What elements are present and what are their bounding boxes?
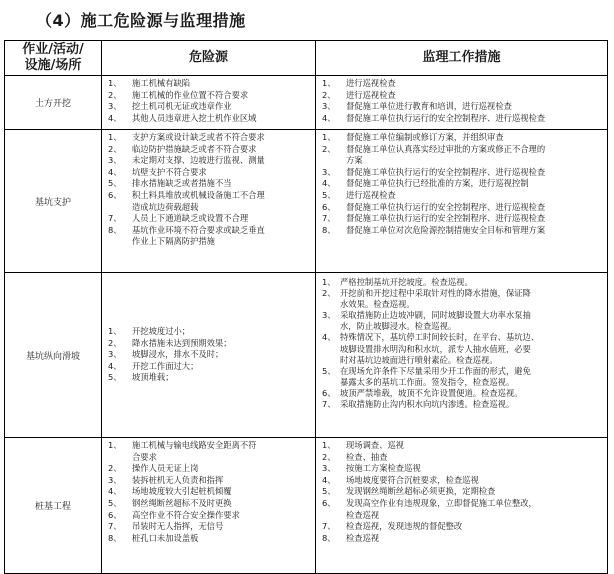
list-item (106, 361, 312, 373)
list-item (106, 486, 312, 498)
item-text: 场地坡度较大引起桩机倾覆 (132, 486, 232, 497)
item-text: 督促施工单位进行教育和培训，进行巡视检查 (346, 101, 512, 112)
list-item (320, 533, 604, 545)
item-number: 1、 (108, 132, 122, 142)
list-item (320, 399, 604, 410)
list-item (106, 132, 312, 144)
list-item (320, 144, 604, 156)
list-item (106, 498, 312, 510)
list-item (320, 155, 604, 167)
item-text: 督促施工单位执行已经批准的方案，进行巡视控制 (346, 178, 529, 189)
hazard-cell (102, 438, 316, 574)
item-text: 在现场允许条件下尽量采用少开工作面的形式，避免 (340, 365, 531, 376)
list-item (106, 202, 312, 214)
list-item (320, 225, 604, 237)
item-number: 3、 (322, 101, 336, 112)
item-number: 5、 (108, 497, 122, 508)
item-text: 进行巡视检查 (346, 189, 396, 200)
item-text: 坡脚浸水，排水不及时； (132, 349, 224, 360)
list-item (320, 355, 604, 366)
activity-cell: 基坑支护 (5, 130, 102, 273)
item-number: 6、 (108, 189, 122, 200)
item-text: 水效果。检查巡视。 (340, 299, 415, 310)
item-number: 7、 (322, 213, 336, 224)
item-number: 4、 (322, 112, 336, 123)
list-item (320, 310, 604, 321)
hazard-cell (102, 130, 316, 273)
item-number: 4、 (108, 486, 122, 497)
list-item (320, 377, 604, 388)
header-activity-line: 设施/场所 (24, 58, 82, 73)
list-item (320, 321, 604, 332)
list-item (320, 332, 604, 343)
item-number: 3、 (108, 101, 122, 112)
list-item (320, 178, 604, 190)
list-item (320, 202, 604, 214)
section-title: （4）施工危险源与监理措施 (36, 11, 246, 30)
item-number: 1、 (322, 78, 336, 88)
measure-cell (316, 438, 608, 574)
item-text: 特殊情况下，基坑停工时间较长时，在平台、基坑边、 (340, 332, 540, 343)
item-number: 4、 (108, 360, 122, 371)
item-text: 临边防护措施缺乏或者不符合要求 (132, 143, 257, 154)
item-number: 8、 (322, 224, 336, 235)
list-item (106, 190, 312, 202)
item-number: 2、 (108, 463, 122, 474)
list-item (320, 452, 604, 464)
item-number: 6、 (322, 497, 336, 508)
item-text: 施工机械的作业位置不符合要求 (132, 89, 249, 100)
item-text: 严格控制基坑开挖坡度。检查巡视。 (340, 277, 473, 287)
item-number: 2、 (108, 143, 122, 154)
list-item (106, 521, 312, 533)
item-text: 采取措施防止边坡冲刷，同时坡脚设置大功率水泵抽 (340, 310, 531, 321)
list-item (320, 463, 604, 475)
item-text: 方案 (346, 155, 363, 166)
item-number: 2、 (322, 288, 336, 299)
list-item (106, 113, 312, 125)
item-text: 施工机械与输电线路安全距离不符 (132, 440, 257, 450)
item-text: 排水措施缺乏或者措施不当 (132, 178, 232, 189)
item-text: 积土料具堆放或机械设备施工不合理 (132, 189, 265, 200)
item-number: 4、 (108, 166, 122, 177)
item-text: 督促施工单位执行运行的安全控制程序、进行巡视检查 (346, 213, 546, 224)
item-number: 3、 (322, 463, 336, 474)
item-number: 2、 (322, 89, 336, 100)
item-text: 作业上下隔离防护措施 (132, 236, 215, 247)
item-text: 支护方案或设计缺乏或者不符合要求 (132, 132, 265, 142)
table-row (5, 438, 608, 574)
list-item (106, 78, 312, 90)
item-text: 降水措施未达到预期效果； (132, 337, 232, 348)
item-text: 未定期对支撑、边坡进行监视、测量 (132, 155, 265, 166)
list-item (106, 90, 312, 102)
measure-cell (316, 130, 608, 273)
item-number: 4、 (108, 112, 122, 123)
activity-cell: 桩基工程 (5, 438, 102, 574)
item-text: 坡脚设置排水明沟和积水坑，派专人抽水值班，必要 (340, 343, 531, 354)
item-number: 4、 (322, 474, 336, 485)
list-item (106, 225, 312, 237)
hazard-cell (102, 76, 316, 130)
item-text: 钢丝绳断丝超标不及时更换 (132, 497, 232, 508)
list-item (106, 452, 312, 464)
item-number: 8、 (108, 532, 122, 543)
item-text: 发现高空作业有违规现象，立即督促施工单位整改， (346, 497, 537, 508)
list-item (106, 167, 312, 179)
item-text: 检查巡视，发现违规的督促整改 (346, 521, 463, 532)
list-item (320, 277, 604, 288)
item-number: 5、 (108, 372, 122, 383)
list-item (106, 349, 312, 361)
item-text: 开挖前和开挖过程中采取针对性的降水措施，保证降 (340, 288, 531, 299)
list-item (320, 440, 604, 452)
list-item (106, 372, 312, 384)
list-item (320, 344, 604, 355)
item-text: 场地坡度要符合沉桩要求，检查巡视 (346, 474, 479, 485)
list-item (106, 144, 312, 156)
list-item (106, 236, 312, 248)
item-text: 吊装时无人指挥，无信号 (132, 521, 224, 532)
item-number: 2、 (322, 451, 336, 462)
item-text: 施工机械有缺陷 (132, 78, 191, 88)
item-text: 进行巡视检查 (346, 89, 396, 100)
list-item (320, 113, 604, 125)
item-number: 1、 (322, 440, 336, 450)
list-item (106, 440, 312, 452)
item-text: 督促施工单位执行运行的安全控制程序、进行巡视检查 (346, 166, 546, 177)
item-number: 1、 (322, 277, 336, 287)
item-text: 时对基坑边坡面进行喷射素砼。检查巡视。 (340, 354, 498, 365)
list-item (320, 213, 604, 225)
list-item (320, 190, 604, 202)
item-text: 检查巡视 (346, 532, 380, 543)
item-text: 暴露太多的基坑工作面。签发指令，检查巡视。 (340, 376, 515, 387)
header-activity-line: 作业/活动/ (22, 42, 84, 57)
item-number: 1、 (322, 132, 336, 142)
item-text: 其他人员违章进入挖土机作业区域 (132, 112, 257, 123)
list-item (320, 132, 604, 144)
item-number: 3、 (108, 349, 122, 360)
header-hazard: 危险源 (102, 41, 316, 76)
activity-cell: 基坑纵向滑坡 (5, 273, 102, 438)
table-row (5, 130, 608, 273)
measure-cell (316, 76, 608, 130)
item-text: 操作人员无证上岗 (132, 463, 199, 474)
item-text: 坑壁支护不符合要求 (132, 166, 207, 177)
item-text: 挖土机司机无证或违章作业 (132, 101, 232, 112)
list-item (320, 101, 604, 113)
hazard-cell (102, 273, 316, 438)
item-text: 督促施工单位认真落实经过审批的方案或修正不合理的 (346, 143, 546, 154)
list-item (320, 90, 604, 102)
item-number: 3、 (322, 166, 336, 177)
item-number: 2、 (108, 337, 122, 348)
item-text: 造成坑边荷载超载 (132, 201, 199, 212)
table-header-row (5, 41, 608, 76)
list-item (106, 510, 312, 522)
item-number: 8、 (108, 224, 122, 235)
list-item (320, 299, 604, 310)
item-text: 基坑作业环境不符合要求或缺乏垂直 (132, 224, 265, 235)
measure-cell (316, 273, 608, 438)
list-item (320, 498, 604, 510)
item-text: 督促施工单位执行运行的安全控制程序、进行巡视检查 (346, 112, 546, 123)
item-number: 6、 (322, 387, 336, 398)
item-text: 检查巡视 (346, 509, 380, 520)
list-item (106, 101, 312, 113)
item-text: 督促施工单位对次危险源控制措施安全目标和管理方案 (346, 224, 546, 235)
item-text: 开挖坡度过小； (132, 326, 191, 337)
item-text: 采取措施防止沟内积水向坑内渗透。检查巡视。 (340, 399, 515, 410)
item-text: 按施工方案检查巡视 (346, 463, 421, 474)
item-text: 进行巡视检查 (346, 78, 396, 88)
item-number: 4、 (322, 332, 336, 343)
item-text: 坡顶堆载； (132, 372, 174, 383)
list-item (320, 521, 604, 533)
item-text: 发现钢丝绳断丝超标必须更换，定期检查 (346, 486, 496, 497)
list-item (320, 388, 604, 399)
item-number: 7、 (322, 399, 336, 410)
item-number: 1、 (108, 440, 122, 450)
item-number: 2、 (108, 89, 122, 100)
hazard-table (4, 40, 608, 574)
item-text: 水，防止坡脚浸水。检查巡视。 (340, 321, 457, 332)
list-item (106, 475, 312, 487)
list-item (320, 288, 604, 299)
item-number: 1、 (108, 326, 122, 337)
item-number: 7、 (322, 521, 336, 532)
item-text: 督促施工单位编制或修订方案，并组织审查 (346, 132, 504, 142)
item-number: 5、 (322, 486, 336, 497)
header-activity (5, 41, 102, 76)
list-item (320, 366, 604, 377)
item-number: 7、 (108, 213, 122, 224)
item-number: 4、 (322, 178, 336, 189)
item-text: 高空作业不符合安全操作要求 (132, 509, 240, 520)
list-item (106, 338, 312, 350)
item-text: 坡顶严禁堆载，坡顶不允许设置便道。检查巡视。 (340, 387, 523, 398)
list-item (320, 510, 604, 522)
item-number: 5、 (108, 178, 122, 189)
list-item (106, 178, 312, 190)
item-number: 3、 (108, 474, 122, 485)
list-item (106, 155, 312, 167)
item-text: 开挖工作面过大； (132, 360, 199, 371)
item-number: 3、 (322, 310, 336, 321)
list-item (320, 78, 604, 90)
item-text: 检查、抽查 (346, 451, 388, 462)
list-item (320, 486, 604, 498)
item-text: 督促施工单位执行运行的安全控制程序、进行巡视检查 (346, 201, 546, 212)
item-number: 2、 (322, 143, 336, 154)
item-number: 5、 (322, 189, 336, 200)
list-item (320, 167, 604, 179)
item-number: 1、 (108, 78, 122, 88)
item-number: 6、 (108, 509, 122, 520)
item-number: 8、 (322, 532, 336, 543)
item-text: 现场调查、巡视 (346, 440, 405, 450)
list-item (106, 533, 312, 545)
activity-cell: 土方开挖 (5, 76, 102, 130)
item-text: 装拆桩机无人负责和指挥 (132, 474, 224, 485)
item-number: 6、 (322, 201, 336, 212)
item-number: 3、 (108, 155, 122, 166)
item-text: 桩孔口未加设盖板 (132, 532, 199, 543)
list-item (106, 326, 312, 338)
item-text: 人员上下通道缺乏或设置不合理 (132, 213, 249, 224)
item-number: 7、 (108, 521, 122, 532)
list-item (320, 475, 604, 487)
list-item (106, 463, 312, 475)
header-measure: 监理工作措施 (316, 41, 608, 76)
item-text: 合要求 (132, 451, 157, 462)
table-row (5, 76, 608, 130)
table-row (5, 273, 608, 438)
item-number: 5、 (322, 365, 336, 376)
list-item (106, 213, 312, 225)
